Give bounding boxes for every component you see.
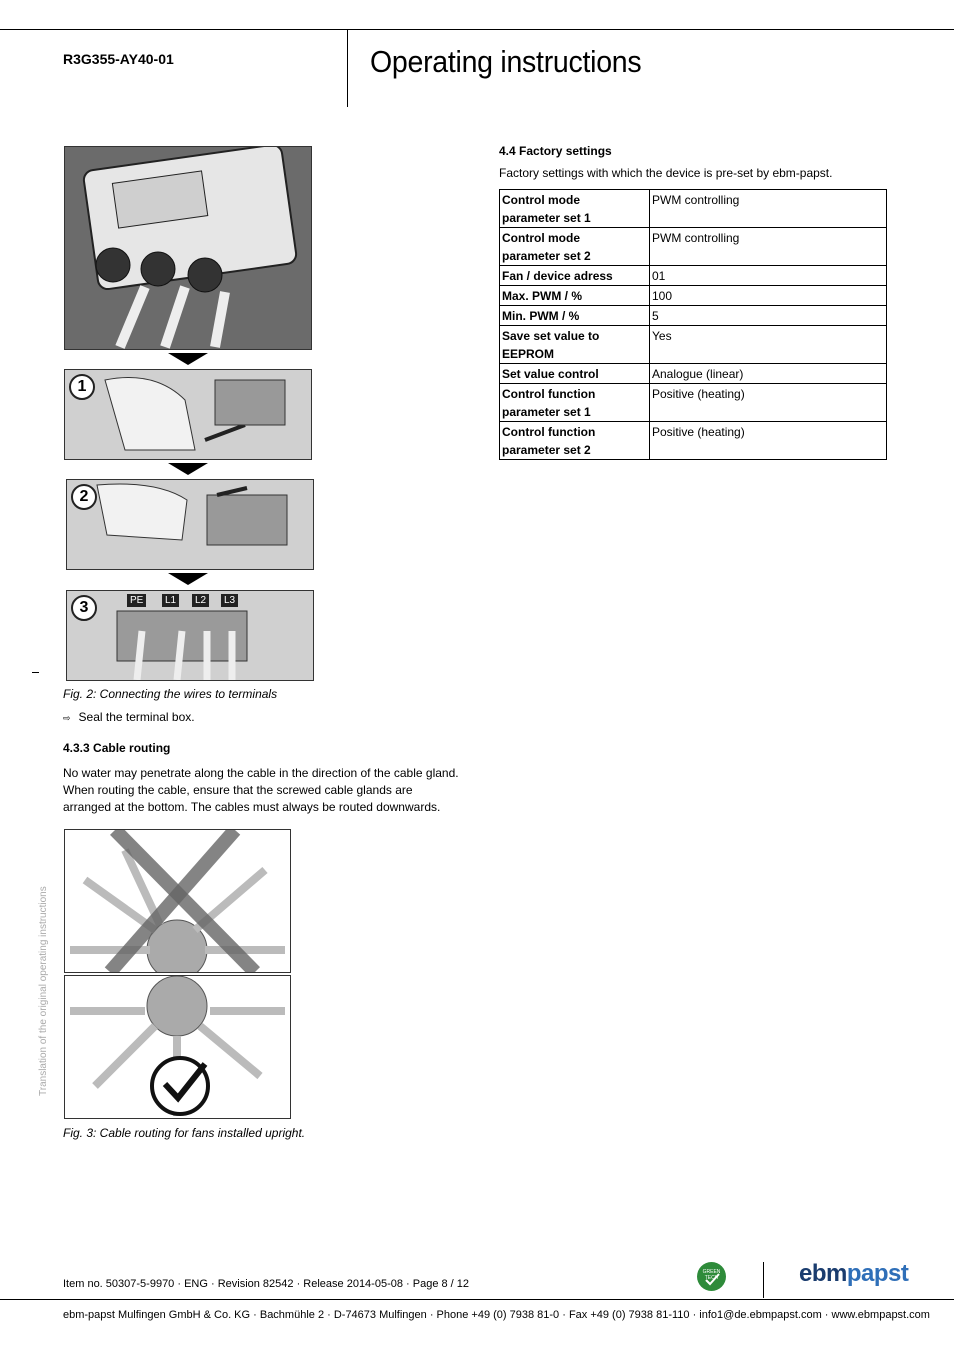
page-title: Operating instructions bbox=[370, 44, 642, 79]
terminal-box-drawing bbox=[65, 147, 311, 349]
settings-row bbox=[500, 190, 887, 228]
terminal-label-l1: L1 bbox=[162, 594, 179, 607]
step-number-3: 3 bbox=[71, 595, 97, 621]
terminal-label-pe: PE bbox=[127, 594, 146, 607]
correct-routing-drawing bbox=[65, 976, 290, 1118]
setting-name bbox=[500, 306, 650, 326]
cable-routing-line: No water may penetrate along the cable in the direction of the cable gland. bbox=[63, 766, 459, 780]
setting-name-line: Fan / device adress bbox=[502, 269, 613, 283]
sidebar-translation-note: Translation of the original operating instructions bbox=[38, 886, 49, 1096]
down-arrow-2 bbox=[168, 463, 208, 475]
header-divider bbox=[347, 29, 348, 107]
wrong-routing-image bbox=[64, 829, 291, 973]
setting-name-line: parameter set 2 bbox=[502, 249, 591, 263]
setting-name-line: parameter set 2 bbox=[502, 443, 591, 457]
top-rule bbox=[0, 29, 954, 30]
setting-value: Analogue (linear) bbox=[650, 364, 887, 384]
fig3-caption: Fig. 3: Cable routing for fans installed upright. bbox=[63, 1126, 306, 1140]
factory-settings-table bbox=[499, 189, 887, 460]
greentech-text: GREEN TECH bbox=[702, 1269, 721, 1281]
setting-value: 01 bbox=[650, 266, 887, 286]
footer-item-info: Item no. 50307-5-9970 · ENG · Revision 82542 · Release 2014-05-08 · Page 8 / 12 bbox=[63, 1278, 470, 1290]
logo-ebm: ebm bbox=[799, 1260, 847, 1287]
model-number: R3G355-AY40-01 bbox=[63, 51, 174, 67]
terminal-label-l3: L3 bbox=[221, 594, 238, 607]
setting-value: Positive (heating) bbox=[650, 384, 887, 422]
step-number-1: 1 bbox=[69, 374, 95, 400]
setting-name bbox=[500, 364, 650, 384]
step3-drawing bbox=[67, 591, 313, 680]
setting-name bbox=[500, 228, 650, 266]
bullet-arrow-icon: ⇨ bbox=[63, 713, 71, 723]
setting-value: PWM controlling bbox=[650, 228, 887, 266]
settings-row bbox=[500, 422, 887, 460]
setting-name-line: Max. PWM / % bbox=[502, 289, 583, 303]
down-arrow-3 bbox=[168, 573, 208, 585]
terminal-box-image bbox=[64, 146, 312, 350]
greentech-logo bbox=[697, 1262, 726, 1291]
setting-name bbox=[500, 422, 650, 460]
step2-drawing bbox=[67, 480, 313, 569]
bullet-text: Seal the terminal box. bbox=[78, 710, 195, 724]
setting-name bbox=[500, 190, 650, 228]
cable-routing-line: When routing the cable, ensure that the screwed cable glands are bbox=[63, 783, 413, 797]
step2-image bbox=[66, 479, 314, 570]
setting-name bbox=[500, 384, 650, 422]
footer-divider bbox=[763, 1262, 764, 1298]
cable-routing-text bbox=[63, 765, 463, 816]
cable-routing-heading: 4.3.3 Cable routing bbox=[63, 741, 171, 755]
setting-value: Yes bbox=[650, 326, 887, 364]
settings-row bbox=[500, 266, 887, 286]
ebmpapst-logo bbox=[799, 1260, 908, 1288]
setting-value: Positive (heating) bbox=[650, 422, 887, 460]
setting-value: PWM controlling bbox=[650, 190, 887, 228]
factory-settings-intro: Factory settings with which the device is pre-set by ebm-papst. bbox=[499, 166, 833, 180]
bullet-item bbox=[63, 709, 195, 727]
settings-row bbox=[500, 384, 887, 422]
setting-name-line: EEPROM bbox=[502, 347, 555, 361]
settings-row bbox=[500, 306, 887, 326]
setting-name-line: Control function bbox=[502, 387, 596, 401]
settings-row bbox=[500, 364, 887, 384]
step1-drawing bbox=[65, 370, 311, 459]
setting-name-line: parameter set 1 bbox=[502, 211, 591, 225]
setting-value: 5 bbox=[650, 306, 887, 326]
factory-settings-heading: 4.4 Factory settings bbox=[499, 144, 612, 158]
greentech-check-icon bbox=[697, 1262, 726, 1291]
correct-routing-image bbox=[64, 975, 291, 1119]
wrong-routing-drawing bbox=[65, 830, 290, 972]
settings-row bbox=[500, 228, 887, 266]
step1-image bbox=[64, 369, 312, 460]
setting-name-line: Set value control bbox=[502, 367, 599, 381]
setting-value: 100 bbox=[650, 286, 887, 306]
logo-papst: papst bbox=[846, 1260, 909, 1287]
setting-name bbox=[500, 286, 650, 306]
setting-name bbox=[500, 326, 650, 364]
terminal-label-l2: L2 bbox=[192, 594, 209, 607]
setting-name-line: parameter set 1 bbox=[502, 405, 591, 419]
setting-name-line: Save set value to bbox=[502, 329, 600, 343]
margin-mark bbox=[32, 672, 39, 673]
setting-name-line: Min. PWM / % bbox=[502, 309, 580, 323]
footer-rule bbox=[0, 1299, 954, 1300]
settings-row bbox=[500, 286, 887, 306]
setting-name-line: Control function bbox=[502, 425, 596, 439]
settings-row bbox=[500, 326, 887, 364]
step-number-2: 2 bbox=[71, 484, 97, 510]
step3-image bbox=[66, 590, 314, 681]
down-arrow-1 bbox=[168, 353, 208, 365]
cable-routing-line: arranged at the bottom. The cables must always be routed downwards. bbox=[63, 800, 441, 814]
setting-name-line: Control mode bbox=[502, 193, 580, 207]
setting-name bbox=[500, 266, 650, 286]
fig2-caption: Fig. 2: Connecting the wires to terminals bbox=[63, 687, 278, 701]
setting-name-line: Control mode bbox=[502, 231, 580, 245]
footer-company: ebm-papst Mulfingen GmbH & Co. KG · Bachmühle 2 · D-74673 Mulfingen · Phone +49 (0) 7938 81-0 · Fax +49 (0) 7938 81-110 · info1@de.ebmpapst.com · www.ebmpapst.com bbox=[63, 1309, 930, 1321]
